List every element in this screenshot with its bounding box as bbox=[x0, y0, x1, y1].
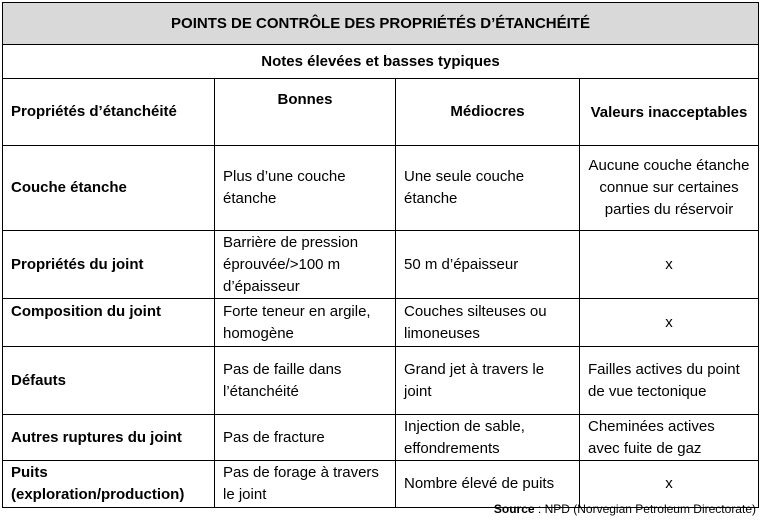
cell-good: Pas de fracture bbox=[215, 415, 396, 461]
row-property: Autres ruptures du joint bbox=[3, 415, 215, 461]
row-property: Couche étanche bbox=[3, 146, 215, 231]
source-label: Source bbox=[493, 502, 535, 516]
cell-unacceptable: x bbox=[580, 461, 759, 508]
cell-mediocre: 50 m d’épaisseur bbox=[396, 231, 580, 299]
table-row bbox=[3, 146, 759, 231]
cell-unacceptable: x bbox=[580, 299, 759, 347]
cell-good: Barrière de pression éprouvée/>100 m d’épaisseur bbox=[215, 231, 396, 299]
header-unacceptable: Valeurs inacceptables bbox=[580, 79, 759, 146]
table-subtitle: Notes élevées et basses typiques bbox=[3, 45, 759, 79]
table-row bbox=[3, 299, 759, 347]
table-row bbox=[3, 461, 759, 508]
header-mediocre: Médiocres bbox=[396, 79, 580, 146]
table-header-row bbox=[3, 79, 759, 146]
cell-good: Plus d’une couche étanche bbox=[215, 146, 396, 231]
source-note bbox=[494, 502, 756, 516]
cell-mediocre: Couches silteuses ou limoneuses bbox=[396, 299, 580, 347]
row-property: Défauts bbox=[3, 347, 215, 415]
table-row bbox=[3, 231, 759, 299]
cell-good: Pas de forage à travers le joint bbox=[215, 461, 396, 508]
cell-unacceptable: Failles actives du point de vue tectonique bbox=[580, 347, 759, 415]
cell-mediocre: Injection de sable, effondrements bbox=[396, 415, 580, 461]
row-property: Composition du joint bbox=[3, 299, 215, 347]
cell-unacceptable: Aucune couche étanche connue sur certaines parties du réservoir bbox=[580, 146, 759, 231]
table-row bbox=[3, 347, 759, 415]
cell-good: Forte teneur en argile, homogène bbox=[215, 299, 396, 347]
cell-mediocre: Grand jet à travers le joint bbox=[396, 347, 580, 415]
source-text: : NPD (Norvegian Petroleum Directorate) bbox=[534, 502, 756, 516]
row-property: Puits (exploration/production) bbox=[3, 461, 215, 508]
header-property: Propriétés d’étanchéité bbox=[3, 79, 215, 146]
cell-unacceptable: x bbox=[580, 231, 759, 299]
table-subtitle-row bbox=[3, 45, 759, 79]
cell-mediocre: Une seule couche étanche bbox=[396, 146, 580, 231]
header-good: Bonnes bbox=[215, 79, 396, 146]
table-title-row bbox=[3, 3, 759, 45]
table-row bbox=[3, 415, 759, 461]
cell-mediocre: Nombre élevé de puits bbox=[396, 461, 580, 508]
table-title: POINTS DE CONTRÔLE DES PROPRIÉTÉS D’ÉTANCHÉITÉ bbox=[3, 3, 759, 45]
cell-good: Pas de faille dans l’étanchéité bbox=[215, 347, 396, 415]
cell-unacceptable: Cheminées actives avec fuite de gaz bbox=[580, 415, 759, 461]
seal-properties-table bbox=[2, 2, 759, 508]
row-property: Propriétés du joint bbox=[3, 231, 215, 299]
